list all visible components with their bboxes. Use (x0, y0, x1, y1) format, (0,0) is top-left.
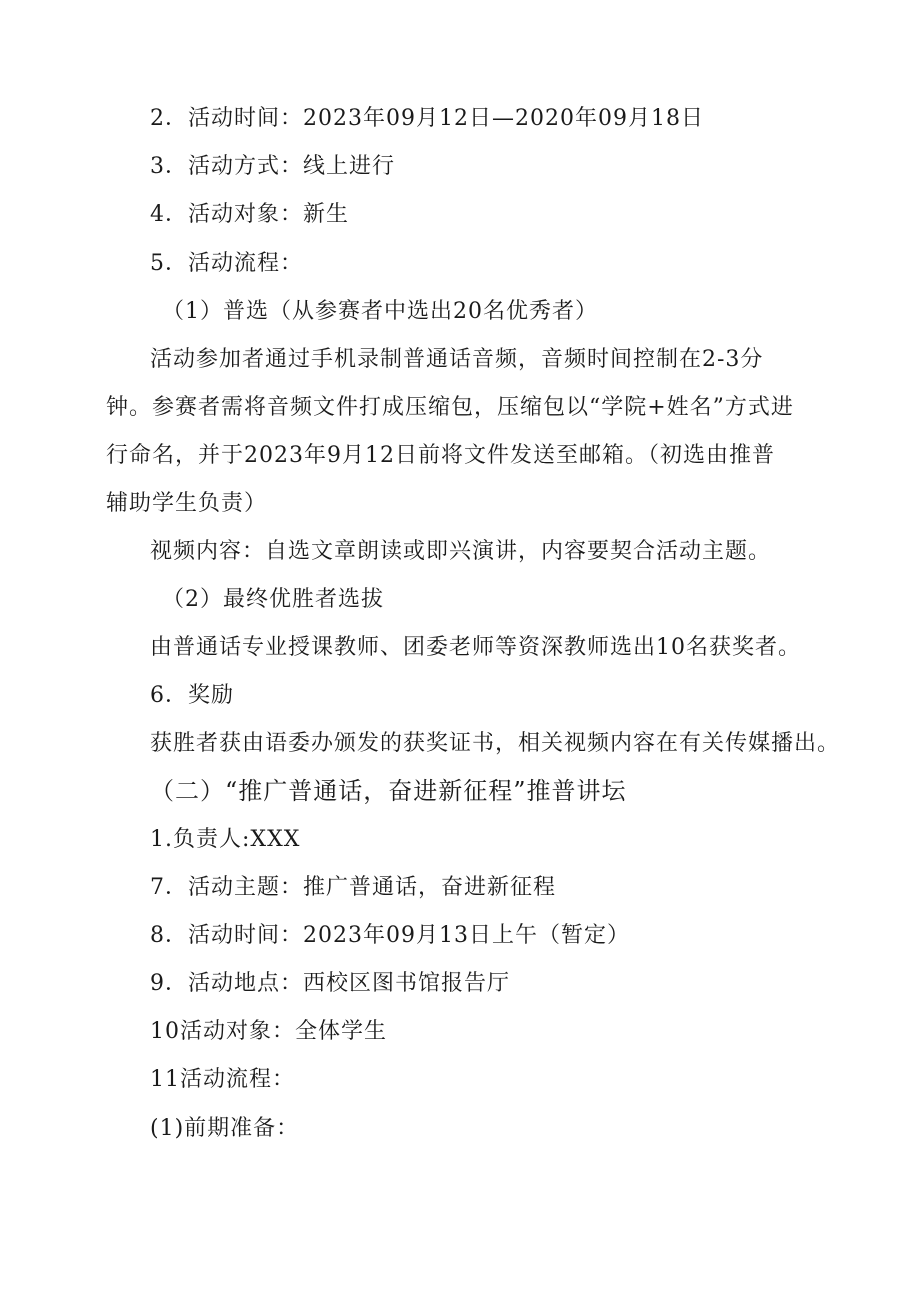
reward-heading-line: 6．奖励 (150, 683, 234, 708)
activity-time-2-line: 8．活动时间：2023年09月13日上午（暂定） (150, 923, 630, 948)
activity-process-2-line: 11活动流程： (150, 1067, 295, 1092)
activity-process-line: 5．活动流程： (150, 251, 303, 276)
responsible-person-line: 1.负责人:XXX (150, 827, 301, 852)
activity-location-line: 9．活动地点：西校区图书馆报告厅 (150, 971, 510, 996)
paragraph-line-3: 行命名，并于2023年9月12日前将文件发送至邮箱。（初选由推普 (106, 443, 775, 468)
paragraph-line-1: 活动参加者通过手机录制普通话音频，音频时间控制在2-3分 (150, 347, 764, 372)
paragraph-line-4: 辅助学生负责） (106, 491, 268, 516)
final-selection-line: （2）最终优胜者选拔 (162, 587, 384, 612)
preliminary-selection-line: （1）普选（从参赛者中选出20名优秀者） (162, 299, 598, 324)
winner-selection-line: 由普通话专业授课教师、团委老师等资深教师选出10名获奖者。 (150, 635, 801, 660)
activity-time-line: 2．活动时间：2023年09月12日—2020年09月18日 (150, 106, 704, 131)
activity-method-line: 3．活动方式：线上进行 (150, 154, 395, 179)
activity-target-line: 4．活动对象：新生 (150, 202, 349, 227)
activity-target-2-line: 10活动对象：全体学生 (150, 1019, 387, 1044)
reward-description-line: 获胜者获由语委办颁发的获奖证书，相关视频内容在有关传媒播出。 (150, 731, 841, 756)
preparation-line: (1)前期准备： (150, 1116, 300, 1141)
section-two-heading: （二）“推广普通话，奋进新征程”推普讲坛 (150, 777, 627, 805)
activity-theme-line: 7．活动主题：推广普通话，奋进新征程 (150, 875, 556, 900)
paragraph-line-2: 钟。参赛者需将音频文件打成压缩包，压缩包以“学院+姓名”方式进 (106, 395, 794, 420)
video-content-line: 视频内容：自选文章朗读或即兴演讲，内容要契合活动主题。 (150, 539, 772, 564)
